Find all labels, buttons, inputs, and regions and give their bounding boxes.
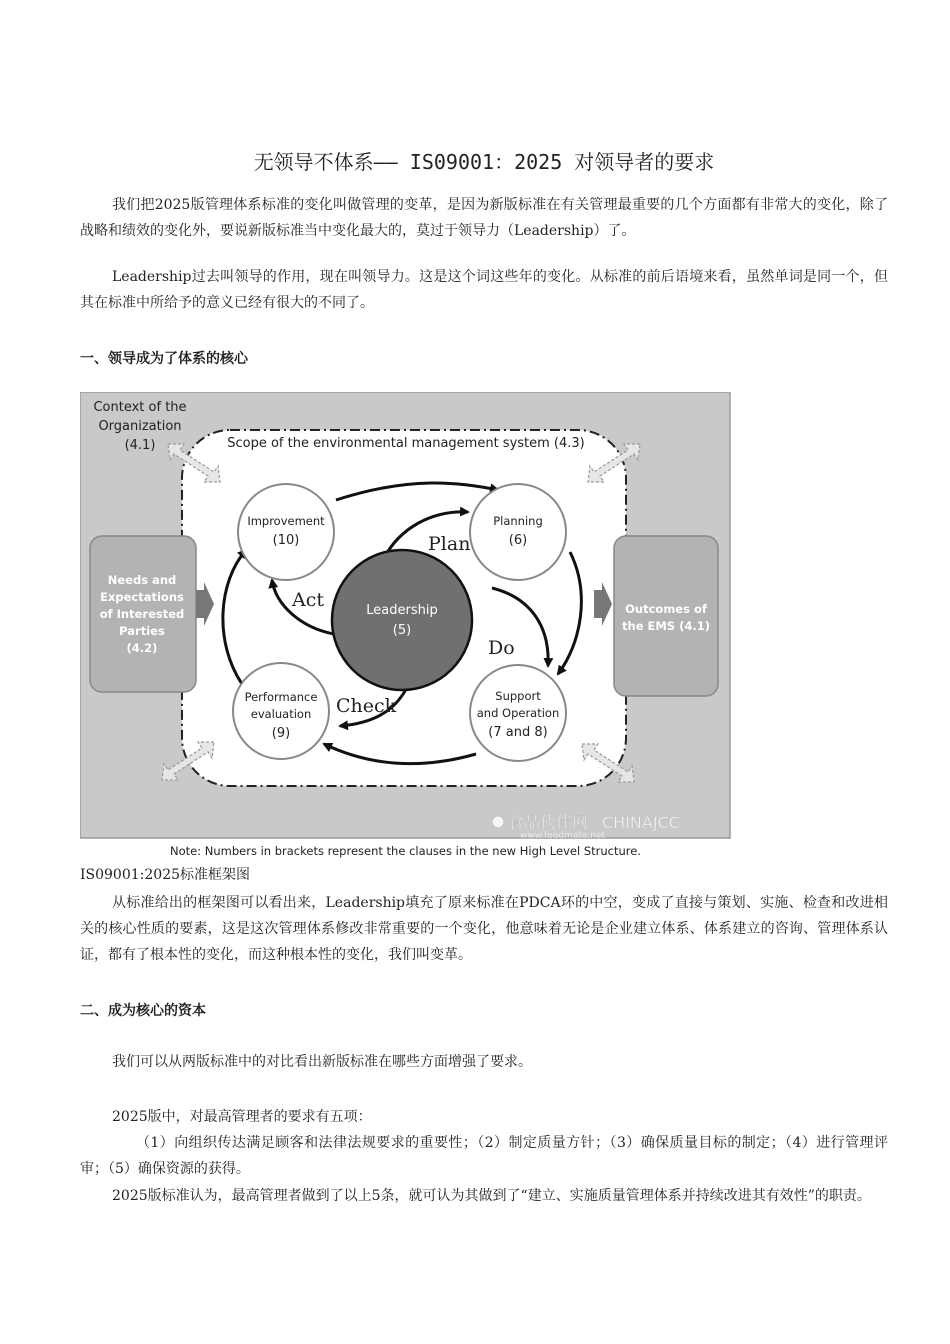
leadership-circle xyxy=(332,550,472,690)
outcomes-box xyxy=(614,536,718,696)
paragraph-2025-requirements: 2025版中，对最高管理者的要求有五项： xyxy=(112,1109,372,1125)
planning-circle xyxy=(470,484,566,580)
do-label: Do xyxy=(488,637,515,659)
needs-label-line4: Parties xyxy=(119,624,165,638)
watermark-url: www.foodmate.net xyxy=(520,831,605,841)
planning-label-line2: (6) xyxy=(508,533,528,548)
leadership-label-line1: Leadership xyxy=(366,603,438,618)
leadership-label-line2: (5) xyxy=(392,623,412,638)
plan-label: Plan xyxy=(428,533,471,555)
paragraph-intro: 我们把2025版管理体系标准的变化叫做管理的变革，是因为新版标准在有关管理最重要的几个方面都有非常大的变化，除了战略和绩效的变化外，要说新版标准当中变化最大的，莫过于领导力（Leadership）了。 xyxy=(80,197,888,239)
support-label-line3: (7 and 8) xyxy=(488,725,548,740)
performance-label-line2: evaluation xyxy=(250,707,312,721)
iso-framework-diagram xyxy=(80,392,732,862)
watermark-en: CHINAJCC xyxy=(602,813,680,832)
planning-label-line1: Planning xyxy=(493,514,543,528)
performance-label-line1: Performance xyxy=(244,690,318,704)
section-heading-1: 一、领导成为了体系的核心 xyxy=(80,351,248,367)
paragraph-conclusion: 2025版标准认为，最高管理者做到了以上5条，就可认为其做到了“建立、实施质量管理体系并持续改进其有效性”的职责。 xyxy=(112,1188,871,1204)
improvement-label-line2: (10) xyxy=(272,533,300,548)
diagram-note: Note: Numbers in brackets represent the clauses in the new High Level Structure. xyxy=(170,844,641,858)
scope-label: Scope of the environmental management system (4.3) xyxy=(227,436,585,451)
needs-label-line3: of Interested xyxy=(99,607,185,621)
watermark-cn: 食品伙伴网 xyxy=(508,813,589,832)
page-title: 无领导不体系—— IS09001：2025 对领导者的要求 xyxy=(253,150,715,174)
needs-label-line5: (4.2) xyxy=(126,641,158,655)
context-label-line2: Organization xyxy=(98,419,182,434)
improvement-label-line1: Improvement xyxy=(247,514,325,528)
performance-label-line3: (9) xyxy=(271,726,291,741)
outcomes-label-line2: the EMS (4.1) xyxy=(622,619,710,633)
paragraph-five-items: （1）向组织传达满足顾客和法律法规要求的重要性；（2）制定质量方针；（3）确保质量目标的制定；（4）进行管理评审；（5）确保资源的获得。 xyxy=(80,1135,888,1177)
check-label: Check xyxy=(336,695,397,717)
section-heading-2: 二、成为核心的资本 xyxy=(80,1003,206,1019)
outcomes-label-line1: Outcomes of xyxy=(625,602,707,616)
context-label-line1: Context of the xyxy=(93,400,187,415)
act-label: Act xyxy=(292,589,324,611)
needs-label-line1: Needs and xyxy=(107,573,177,587)
needs-label-line2: Expectations xyxy=(100,590,184,604)
improvement-circle xyxy=(238,484,334,580)
paragraph-leadership-meaning: Leadership过去叫领导的作用，现在叫领导力。这是这个词这些年的变化。从标准的前后语境来看，虽然单词是同一个，但其在标准中所给予的意义已经有很大的不同了。 xyxy=(80,269,888,311)
paragraph-framework-analysis: 从标准给出的框架图可以看出来，Leadership填充了原来标准在PDCA环的中空，变成了直接与策划、实施、检查和改进相关的核心性质的要素，这是这次管理体系修改非常重要的一个变化，他意味着无论是企业建立体系、体系建立的咨询、管理体系认证，都有了根本性的变化，而这种根本性的变化，我们叫变革。 xyxy=(80,895,888,963)
paragraph-comparison: 我们可以从两版标准中的对比看出新版标准在哪些方面增强了要求。 xyxy=(112,1054,532,1070)
figure-caption: IS09001:2025标准框架图 xyxy=(80,867,251,883)
support-label-line1: Support xyxy=(495,689,541,703)
support-label-line2: and Operation xyxy=(476,706,560,720)
context-label-line3: (4.1) xyxy=(124,438,156,453)
